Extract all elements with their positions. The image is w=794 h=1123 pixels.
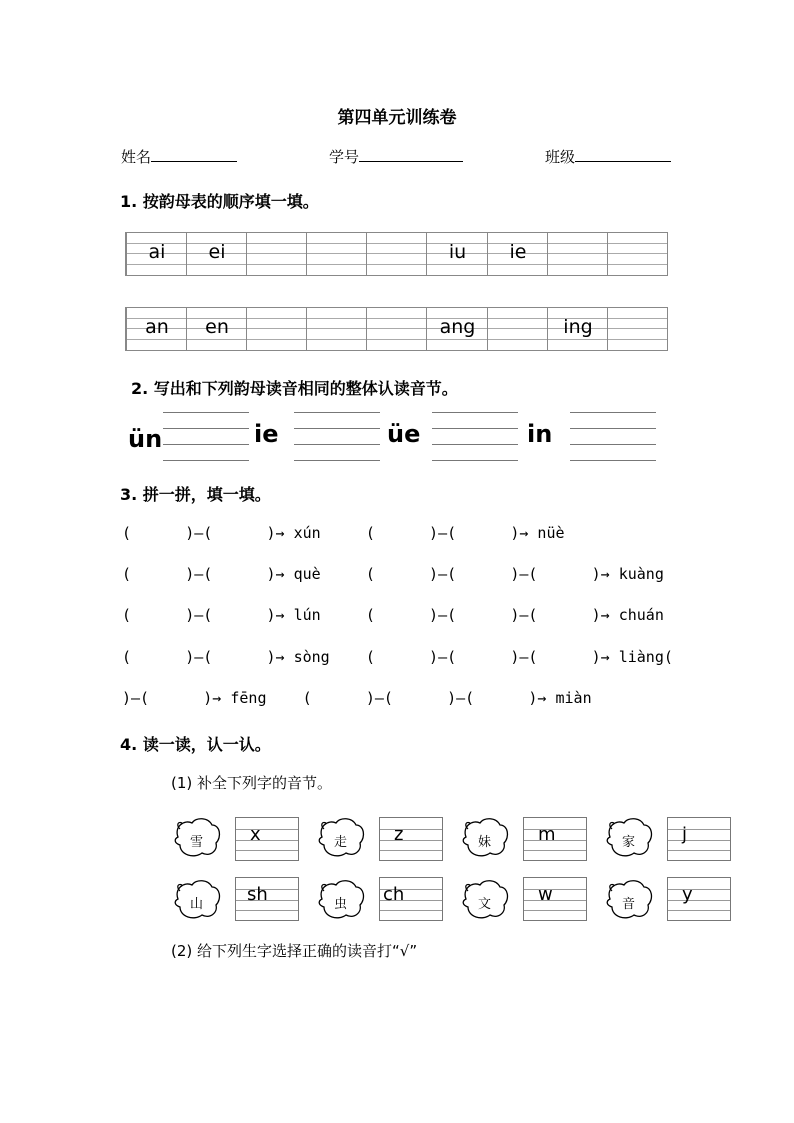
q2-answer-lines[interactable] (432, 412, 518, 460)
q1-grid-row1 (125, 232, 668, 276)
leaf-icon (460, 877, 512, 921)
pinyin-initial: w (538, 884, 553, 905)
grid-cell[interactable] (306, 308, 367, 350)
pinyin-box[interactable] (667, 817, 731, 861)
grid-cell[interactable]: en (186, 308, 247, 350)
grid-cell[interactable]: ing (547, 308, 608, 350)
grid-cell[interactable] (366, 308, 427, 350)
leaf-icon (604, 877, 656, 921)
name-blank[interactable] (151, 147, 237, 162)
pinyin-box[interactable] (235, 877, 299, 921)
q2-item: in (527, 420, 553, 448)
leaf-icon (172, 815, 224, 859)
q2-answer-lines[interactable] (163, 412, 249, 460)
q4-heading: 4. 读一读，认一认。 (120, 735, 271, 754)
pinyin-box[interactable] (523, 877, 587, 921)
grid-cell[interactable] (366, 233, 427, 275)
q4-sub1: (1) 补全下列字的音节。 (171, 774, 333, 792)
leaf-char: 文 (478, 897, 492, 912)
grid-cell[interactable] (487, 308, 548, 350)
pinyin-box[interactable] (379, 817, 443, 861)
grid-cell[interactable] (306, 233, 367, 275)
class-field[interactable] (545, 146, 671, 167)
grid-cell[interactable] (607, 308, 668, 350)
id-field[interactable] (329, 146, 463, 167)
id-blank[interactable] (359, 147, 463, 162)
q3-row[interactable]: ( )—( )→ què ( )—( )—( )→ kuàng (122, 565, 664, 583)
page-title: 第四单元训练卷 (337, 108, 457, 128)
q2-heading: 2. 写出和下列韵母读音相同的整体认读音节。 (131, 379, 458, 398)
q2-item: üe (387, 420, 421, 448)
leaf-char: 山 (190, 897, 204, 912)
id-label: 学号 (329, 148, 360, 166)
grid-cell[interactable]: ie (487, 233, 548, 275)
q3-heading: 3. 拼一拼，填一填。 (120, 485, 271, 504)
grid-cell[interactable]: ei (186, 233, 247, 275)
grid-cell[interactable]: ai (126, 233, 187, 275)
grid-cell[interactable]: iu (426, 233, 488, 275)
class-blank[interactable] (575, 147, 671, 162)
grid-cell[interactable]: ang (426, 308, 488, 350)
leaf-char: 走 (334, 835, 348, 850)
class-label: 班级 (545, 148, 576, 166)
pinyin-box[interactable] (667, 877, 731, 921)
leaf-char: 家 (622, 835, 636, 850)
q2-answer-lines[interactable] (294, 412, 380, 460)
leaf-icon (604, 815, 656, 859)
pinyin-initial: y (682, 884, 693, 905)
leaf-char: 雪 (190, 835, 204, 850)
pinyin-initial: z (394, 824, 404, 845)
grid-cell[interactable] (607, 233, 668, 275)
pinyin-initial: m (538, 824, 556, 845)
grid-cell[interactable]: an (126, 308, 187, 350)
pinyin-initial: sh (247, 884, 268, 905)
pinyin-box[interactable] (523, 817, 587, 861)
name-label: 姓名 (121, 148, 152, 166)
grid-cell[interactable] (246, 308, 307, 350)
leaf-char: 虫 (334, 897, 348, 912)
q3-row[interactable]: ( )—( )→ lún ( )—( )—( )→ chuán (122, 606, 664, 624)
q3-row[interactable]: )—( )→ fēng ( )—( )—( )→ miàn (122, 689, 592, 707)
leaf-icon (316, 877, 368, 921)
q2-answer-lines[interactable] (570, 412, 656, 460)
q3-row[interactable]: ( )—( )→ xún ( )—( )→ nüè (122, 524, 565, 542)
pinyin-initial: j (682, 824, 688, 845)
leaf-char: 妹 (478, 835, 492, 850)
q3-row[interactable]: ( )—( )→ sòng ( )—( )—( )→ liàng( (122, 648, 673, 666)
pinyin-initial: ch (383, 884, 405, 905)
leaf-icon (172, 877, 224, 921)
pinyin-box[interactable] (235, 817, 299, 861)
q4-sub2: (2) 给下列生字选择正确的读音打“√” (171, 942, 418, 960)
leaf-icon (316, 815, 368, 859)
q1-grid-row2 (125, 307, 668, 351)
pinyin-box[interactable] (379, 877, 443, 921)
leaf-char: 音 (622, 897, 636, 912)
grid-cell[interactable] (547, 233, 608, 275)
grid-cell[interactable] (246, 233, 307, 275)
name-field[interactable] (121, 146, 237, 167)
q1-heading: 1. 按韵母表的顺序填一填。 (120, 192, 319, 211)
leaf-icon (460, 815, 512, 859)
q2-item: ie (254, 420, 279, 448)
q2-item: ün (128, 425, 163, 453)
pinyin-initial: x (250, 824, 261, 845)
